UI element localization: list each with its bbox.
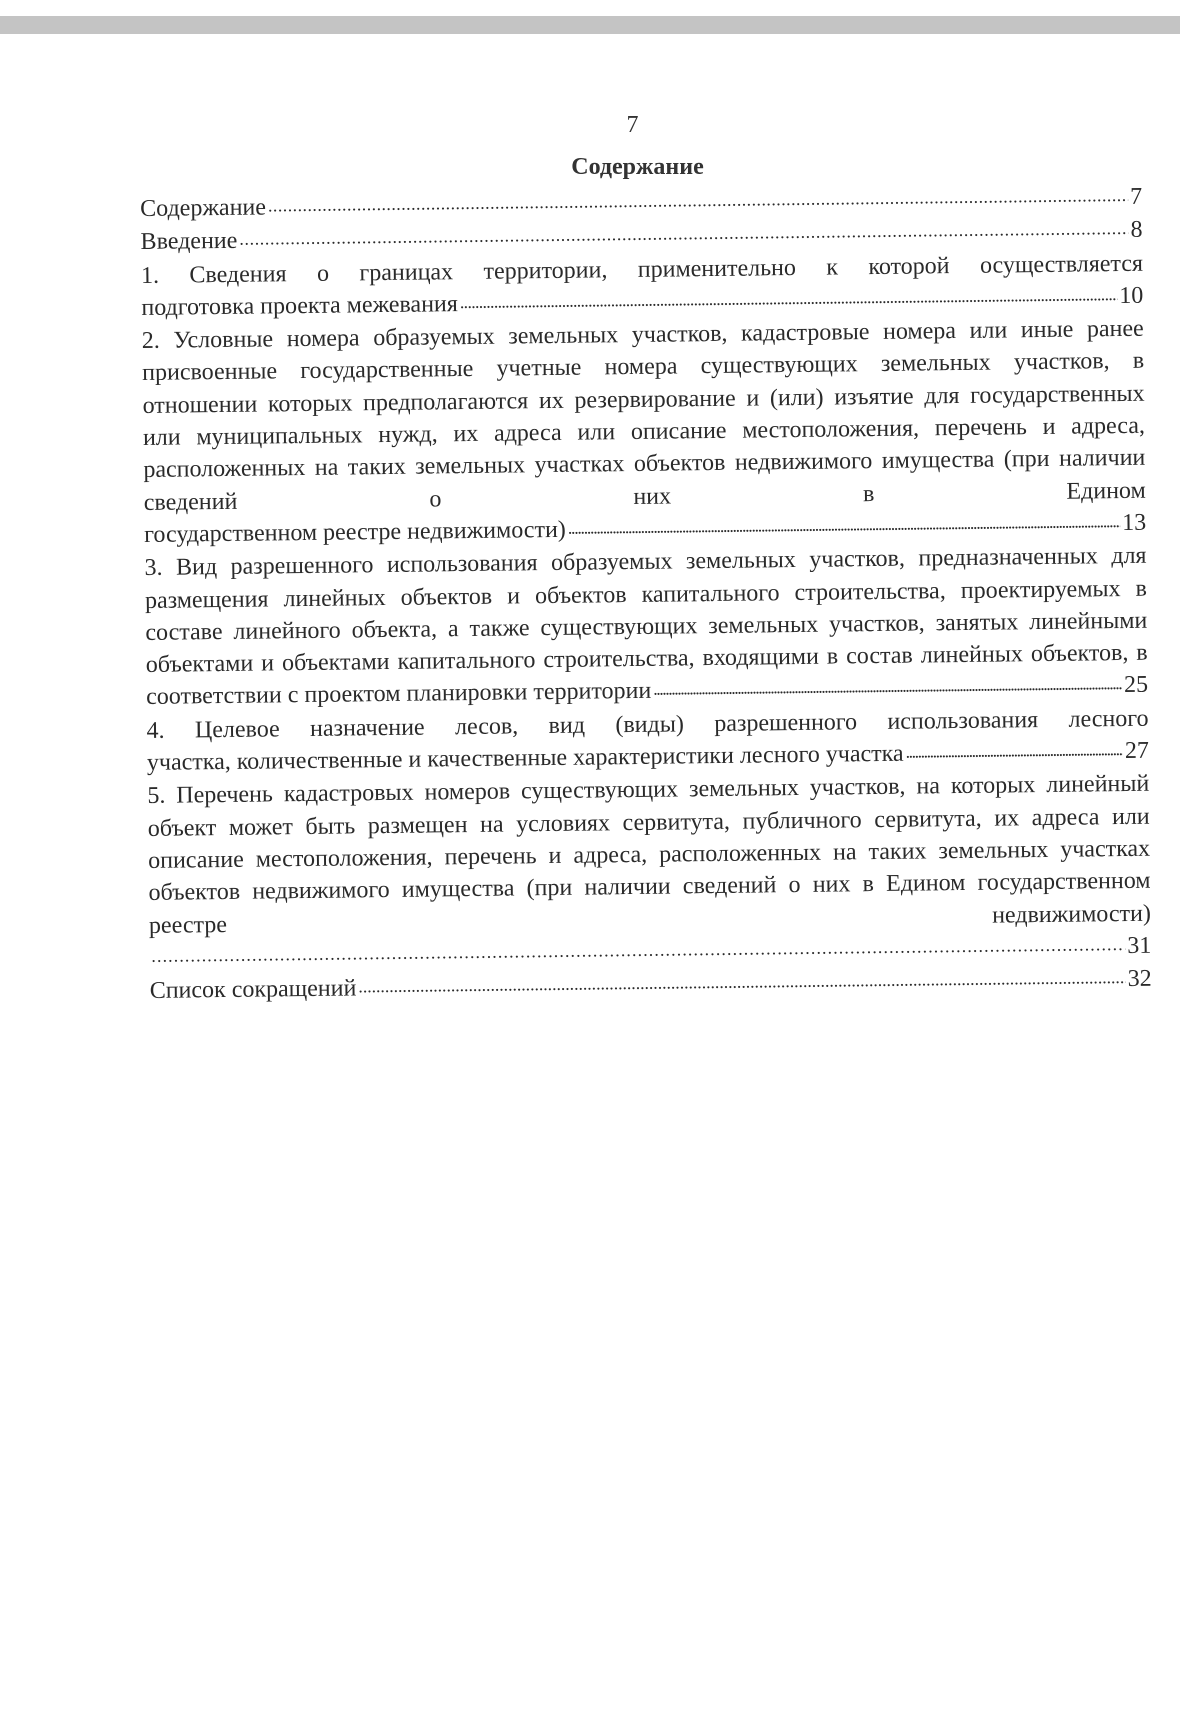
dot-leader — [460, 277, 1118, 318]
dot-leader — [653, 666, 1122, 705]
toc-entry-section-2[interactable] — [142, 313, 1147, 552]
toc-entry-section-5[interactable] — [147, 768, 1151, 975]
scan-edge — [0, 16, 1180, 34]
toc-entry-page: 13 — [1121, 509, 1147, 536]
page-number: 7 — [626, 112, 639, 138]
toc-entry-text: 5. Перечень кадастровых номеров существующих земельных участков, на которых линейный объект может быть размещен на условиях сервитута, публичного сервитута, их адреса или описание местоположения, перечень и адреса, расположенных на таких земельных участках объектов недвижимого имущества (при наличии сведений о них в Едином государственном реестре недвижимости) — [147, 771, 1152, 939]
toc-entry-page: 10 — [1119, 282, 1144, 309]
toc-entry-text: 1. Сведения о границах территории, применительно к которой осуществляется — [140, 250, 1144, 289]
toc-entry-page: 32 — [1127, 965, 1152, 993]
toc-entry-page: 31 — [1127, 932, 1152, 959]
toc-entry-text: 2. Условные номера образуемых земельных участков, кадастровые номера или иные ранее присвоенные государственные учетные номера существующих земельных участков, в отношении которых предполагаются их резервирование и (или) изъятие для государственных или муниципальных нужд, их адреса или описание местоположения, перечень и адреса, расположенных на таких земельных участках объектов недвижимого имущества (при наличии сведений о них в Едином — [141, 315, 1146, 516]
dot-leader — [568, 504, 1121, 544]
toc-entry-title: Список сокращений — [149, 975, 357, 1005]
toc-entry-page: 25 — [1123, 672, 1149, 699]
toc-entry-text: 4. Целевое назначение лесов, вид (виды) разрешенного использования лесного — [146, 705, 1149, 744]
toc-entry-title: подготовка проекта межевания — [141, 291, 459, 321]
toc-entry-title: соответствии с проектом планировки территории — [146, 678, 652, 711]
toc-entry-section-3[interactable] — [144, 540, 1148, 715]
toc-entry-title: Введение — [140, 228, 238, 256]
toc-entry-title: государственном реестре недвижимости) — [144, 516, 566, 548]
dot-leader — [905, 732, 1123, 768]
toc-entry-page: 8 — [1130, 217, 1143, 244]
toc-entry-text: 3. Вид разрешенного использования образуемых земельных участков, предназначенных для размещения линейных объектов и объектов капитального строительства, проектируемых в составе линейного объекта, а также существующих земельных участков, занятых линейными объектами и объектами капитального строительства, входящими в состав линейных объектов, в — [144, 542, 1148, 679]
toc-entry-title: Содержание — [140, 194, 267, 222]
toc-entry-section-1[interactable] — [141, 247, 1144, 325]
toc-title: Содержание — [571, 154, 704, 180]
toc-entry-section-4[interactable] — [146, 702, 1149, 780]
table-of-contents — [140, 181, 1152, 1009]
toc-entry-title: участка, количественные и качественные характеристики лесного участка — [146, 740, 904, 777]
toc-entry-page: 27 — [1124, 737, 1150, 765]
toc-entry-page: 7 — [1129, 183, 1143, 210]
